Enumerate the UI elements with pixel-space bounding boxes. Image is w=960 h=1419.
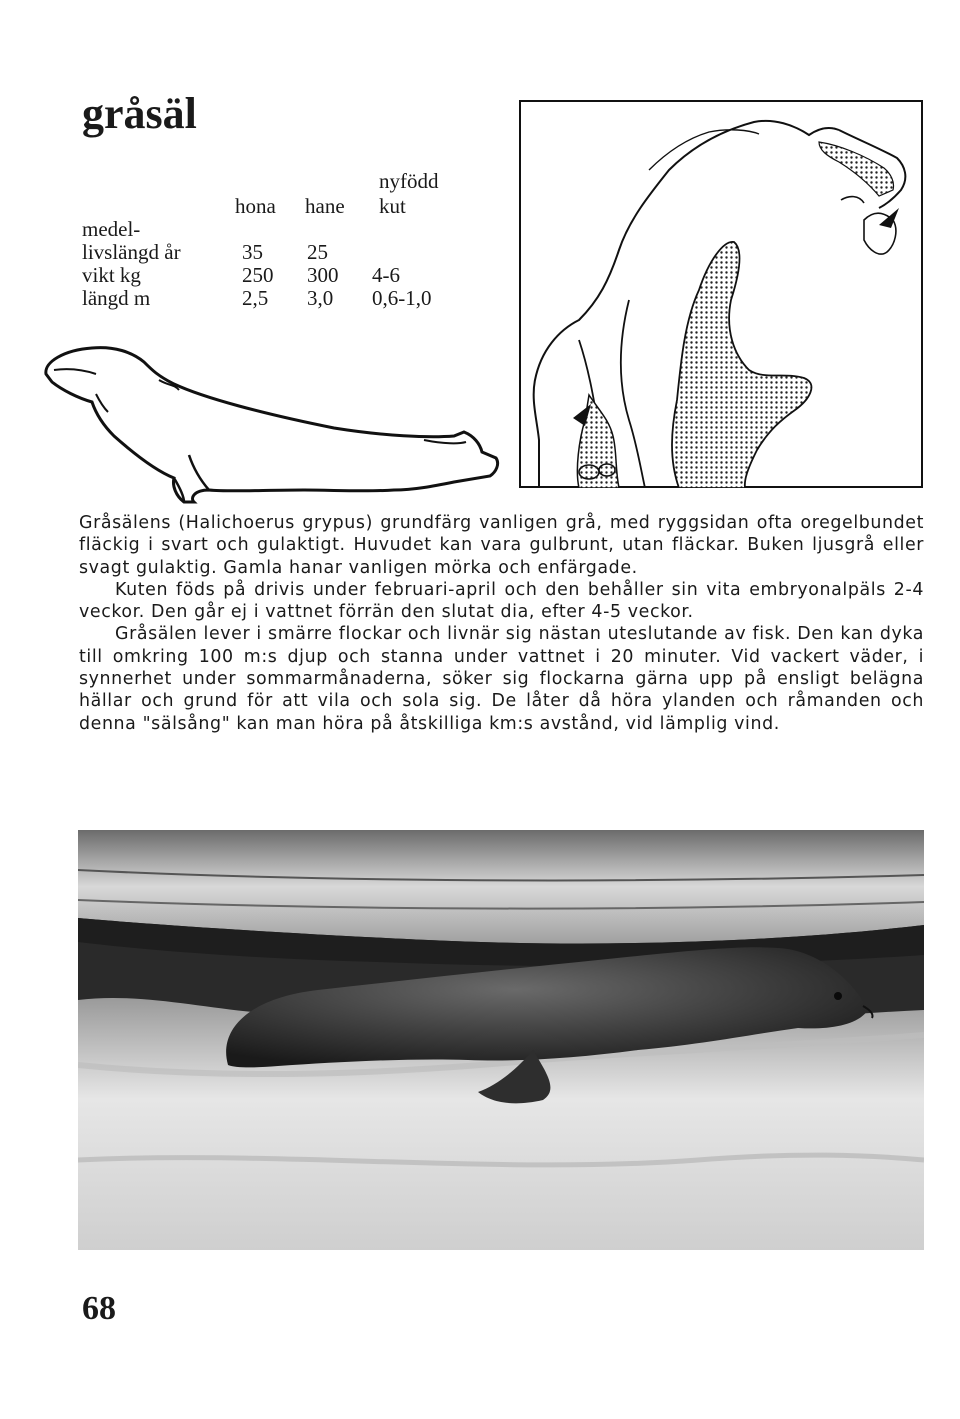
value-langd-hane: 3,0 <box>307 286 334 310</box>
label-langd: längd m <box>82 286 151 310</box>
value-livslangd-hona: 35 <box>242 240 263 264</box>
paragraph-3: Gråsälen lever i smärre flockar och livnär sig nästan uteslutande av fisk. Den kan dyka till omkring 100 m:s djup och stanna under vattnet i 20 minuter. Vid vackert väder, i synnerhet under sommarmånaderna, söker sig flockarna gärna upp på ensligt belägna hällar och grund för att vila och sola sig. De låter då höra ylanden och råmanden och denna "sälsång" kan man höra på åtskilliga km:s avstånd, vid lämplig vind. <box>79 624 924 734</box>
body-text <box>79 512 924 735</box>
paragraph-2: Kuten föds på drivis under februari-april och den behåller sin vita embryonalpäls 2-4 veckor. Den går ej i vattnet förrän den slutat dia, efter 4-5 veckor. <box>79 579 924 623</box>
seal-photo <box>78 830 924 1250</box>
page-title: gråsäl <box>82 89 197 138</box>
value-langd-hona: 2,5 <box>242 286 269 310</box>
value-vikt-hane: 300 <box>307 263 339 287</box>
label-vikt: vikt kg <box>82 263 141 287</box>
seal-outline-drawing <box>34 340 504 505</box>
label-livslangd: livslängd år <box>82 240 181 264</box>
header-nyfodd: nyfödd <box>379 169 439 193</box>
paragraph-1: Gråsälens (Halichoerus grypus) grundfärg vanligen grå, med ryggsidan ofta oregelbundet fläckig i svart och gulaktigt. Huvudet kan vara gulbrunt, utan fläckar. Buken ljusgrå eller svagt gulaktig. Gamla hanar vanligen mörka och enfärgade. <box>79 513 924 578</box>
value-livslangd-hane: 25 <box>307 240 328 264</box>
page-number: 68 <box>82 1290 116 1327</box>
value-langd-kut: 0,6-1,0 <box>372 286 432 310</box>
distribution-map <box>519 100 923 488</box>
header-hona: hona <box>235 194 276 218</box>
header-hane: hane <box>305 194 345 218</box>
header-kut: kut <box>379 194 406 218</box>
value-vikt-kut: 4-6 <box>372 263 400 287</box>
label-medel: medel- <box>82 217 141 241</box>
value-vikt-hona: 250 <box>242 263 274 287</box>
